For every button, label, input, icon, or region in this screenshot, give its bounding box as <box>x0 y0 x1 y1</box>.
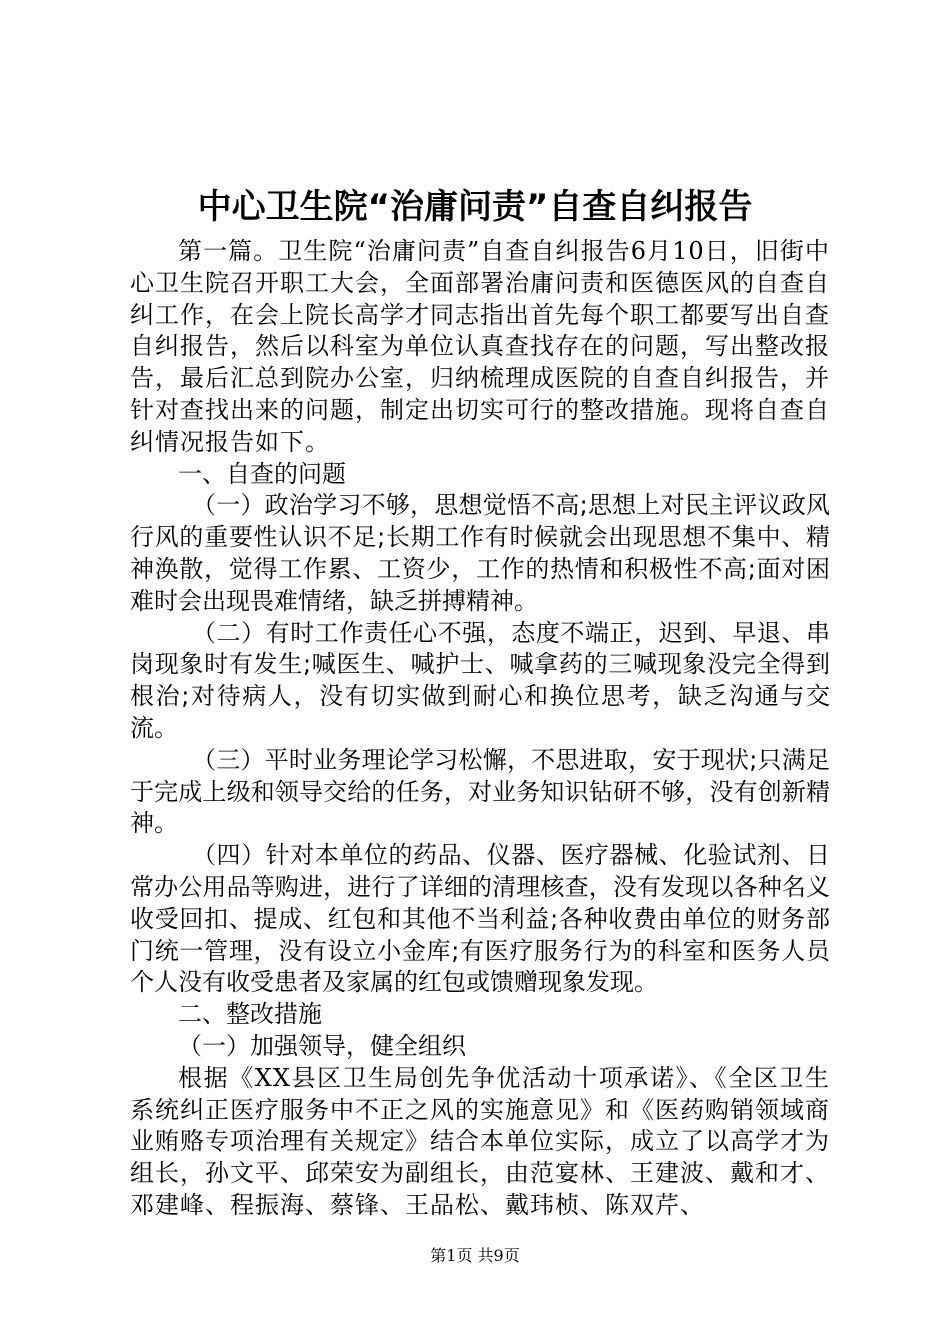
issue-paragraph-1: （一）政治学习不够，思想觉悟不高;思想上对民主评议政风行风的重要性认识不足;长期工作有时候就会出现思想不集中、精神涣散，觉得工作累、工资少，工作的热情和积极性不高;面对困难时会出现畏难情绪，缺乏拼搏精神。 <box>130 491 830 615</box>
issue-paragraph-2: （二）有时工作责任心不强，态度不端正，迟到、早退、串岗现象时有发生;喊医生、喊护士、喊拿药的三喊现象没完全得到根治;对待病人，没有切实做到耐心和换位思考，缺乏沟通与交流。 <box>130 618 830 742</box>
section-heading-self-check-issues: 一、自查的问题 <box>178 459 346 488</box>
intro-paragraph: 第一篇。卫生院“治庸问责”自查自纠报告6月10日，旧街中心卫生院召开职工大会，全面部署治庸问责和医德医风的自查自纠工作，在会上院长高学才同志指出首先每个职工都要写出自查自纠报告，然后以科室为单位认真查找存在的问题，写出整改报告，最后汇总到院办公室，归纳梳理成医院的自查自纠报告，并针对查找出来的问题，制定出切实可行的整改措施。现将自查自纠情况报告如下。 <box>130 237 830 456</box>
page-footer: 第1页 共9页 <box>430 1246 520 1265</box>
issue-paragraph-4: （四）针对本单位的药品、仪器、医疗器械、化验试剂、日常办公用品等购进，进行了详细的清理核查，没有发现以各种名义收受回扣、提成、红包和其他不当利益;各种收费由单位的财务部门统一管理，没有设立小金库;有医疗服务行为的科室和医务人员个人没有收受患者及家属的红包或馈赠现象发现。 <box>130 841 830 997</box>
section-heading-rectification-measures: 二、整改措施 <box>178 1000 322 1029</box>
document-title: 中心卫生院“治庸问责”自查自纠报告 <box>197 187 753 227</box>
document-body <box>130 236 830 1222</box>
subheading-strengthen-leadership: （一）加强领导，健全组织 <box>178 1031 466 1060</box>
issue-paragraph-3: （三）平时业务理论学习松懈，不思进取，安于现状;只满足于完成上级和领导交给的任务，对业务知识钻研不够，没有创新精神。 <box>130 745 830 838</box>
measures-paragraph-1: 根据《XX县区卫生局创先争优活动十项承诺》、《全区卫生系统纠正医疗服务中不正之风的实施意见》和《医药购销领域商业贿赂专项治理有关规定》结合本单位实际，成立了以高学才为组长，孙文平、邱荣安为副组长，由范宴林、王建波、戴和才、邓建峰、程振海、蔡锋、王品松、戴玮桢、陈双芹、 <box>130 1063 830 1219</box>
